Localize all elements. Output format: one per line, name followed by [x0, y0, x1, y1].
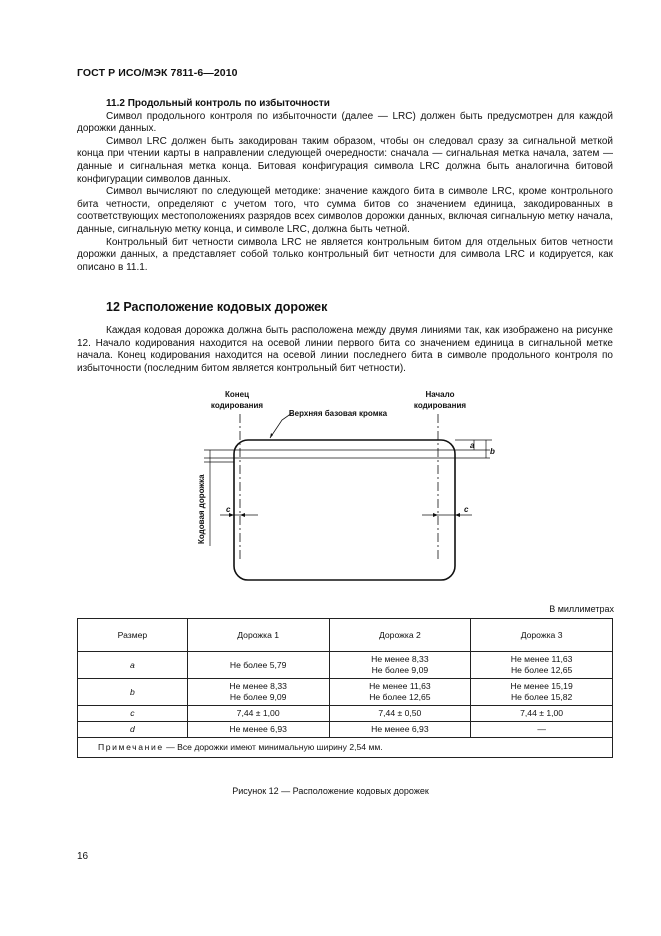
note-text: — Все дорожки имеют минимальную ширину 2,54 мм. [163, 742, 383, 752]
table-cell: b [78, 679, 188, 706]
arrow-head [433, 513, 438, 517]
paragraph: Символ вычисляют по следующей методике: значение каждого бита в символе LRC, кроме контрольного бита четности, определяют с учетом того, что сумма битов со значением единица, закодированных в соответствующих местоположениях разрядов всех символов дорожки данных, включая сигнальную метку начала, данные, сигнальную метку конца, и символе LRC, должна быть четной. [77, 186, 613, 235]
table-cell: d [78, 722, 188, 738]
table-cell: Не более 5,79 [187, 652, 329, 679]
table-cell: a [78, 652, 188, 679]
table-cell: 7,44 ± 0,50 [329, 706, 471, 722]
table-cell: Не менее 11,63 Не более 12,65 [329, 679, 471, 706]
table-header-row [78, 619, 613, 652]
paragraph: Символ продольного контроля по избыточности (далее — LRC) должен быть предусмотрен для каждой дорожки данных. [77, 110, 613, 135]
dimension-a-label: a [470, 441, 475, 450]
section-12-body [77, 325, 613, 375]
label-end-coding-1: Конец [225, 390, 249, 399]
table-row [78, 679, 613, 706]
table-cell: — [471, 722, 613, 738]
table-note-row [78, 738, 613, 758]
label-code-track: Кодовая дорожка [197, 474, 206, 544]
document-header: ГОСТ Р ИСО/МЭК 7811-6—2010 [77, 67, 238, 79]
card-outline [234, 440, 455, 580]
table-header-cell: Дорожка 2 [329, 619, 471, 652]
label-top-reference-edge: Верхняя базовая кромка [288, 409, 388, 418]
figure-caption: Рисунок 12 — Расположение кодовых дорожек [232, 786, 429, 796]
note-label: Примечание [98, 742, 164, 752]
label-start-coding-2: кодирования [413, 401, 467, 410]
table-note [78, 738, 613, 758]
paragraph: Контрольный бит четности символа LRC не является контрольным битом для отдельных битов четности дорожки данных, а представляет собой только контрольный бит четности для символа LRC и кодируется, как описано в 11.1. [77, 236, 613, 273]
table-cell: 7,44 ± 1,00 [187, 706, 329, 722]
label-end-coding-2: кодирования [210, 401, 264, 410]
table-row [78, 722, 613, 738]
dimensions-table [77, 618, 613, 758]
table-row [78, 706, 613, 722]
table-header-cell: Дорожка 1 [187, 619, 329, 652]
table-cell: Не менее 8,33 Не более 9,09 [329, 652, 471, 679]
section-12-title: 12 Расположение кодовых дорожек [106, 300, 328, 314]
table-cell: Не менее 15,19 Не более 15,82 [471, 679, 613, 706]
paragraph: Каждая кодовая дорожка должна быть расположена между двумя линиями так, как изображено на рисунке 12. Начало кодирования находится на осевой линии первого бита со значением единица в сигнальной метке начала. Конец кодирования находится на осевой линии последнего бита в символе продольного контроля по избыточности (последним битом является контрольный бит четности). [77, 325, 613, 374]
table-cell: c [78, 706, 188, 722]
table-cell: 7,44 ± 1,00 [471, 706, 613, 722]
table-cell: Не менее 6,93 [187, 722, 329, 738]
table-header-cell: Размер [78, 619, 188, 652]
table-cell: Не менее 6,93 [329, 722, 471, 738]
table-cell: Не менее 11,63 Не более 12,65 [471, 652, 613, 679]
units-note: В миллиметрах [549, 604, 614, 614]
page-number: 16 [77, 851, 89, 862]
dimension-c-right-label: c [464, 505, 469, 514]
arrow-head [240, 513, 245, 517]
label-start-coding-1: Начало [425, 390, 455, 399]
dimension-b-label: b [490, 447, 495, 456]
table-cell: Не менее 8,33 Не более 9,09 [187, 679, 329, 706]
dimension-c-left-label: c [226, 505, 231, 514]
section-11-2 [77, 98, 613, 274]
track-location-figure [190, 384, 510, 584]
table-row [78, 652, 613, 679]
paragraph: Символ LRC должен быть закодирован таким образом, чтобы он следовал сразу за сигнальной меткой конца при чтении карты в направлении следующей очередности: сначала — сигнальная метка начала, затем — данные и сигнальная метка конца. Битовая конфигурация символа LRC должна быть аналогична битовой конфигурации символов данных. [77, 135, 613, 185]
section-11-2-title: 11.2 Продольный контроль по избыточности [106, 98, 330, 109]
table-header-cell: Дорожка 3 [471, 619, 613, 652]
